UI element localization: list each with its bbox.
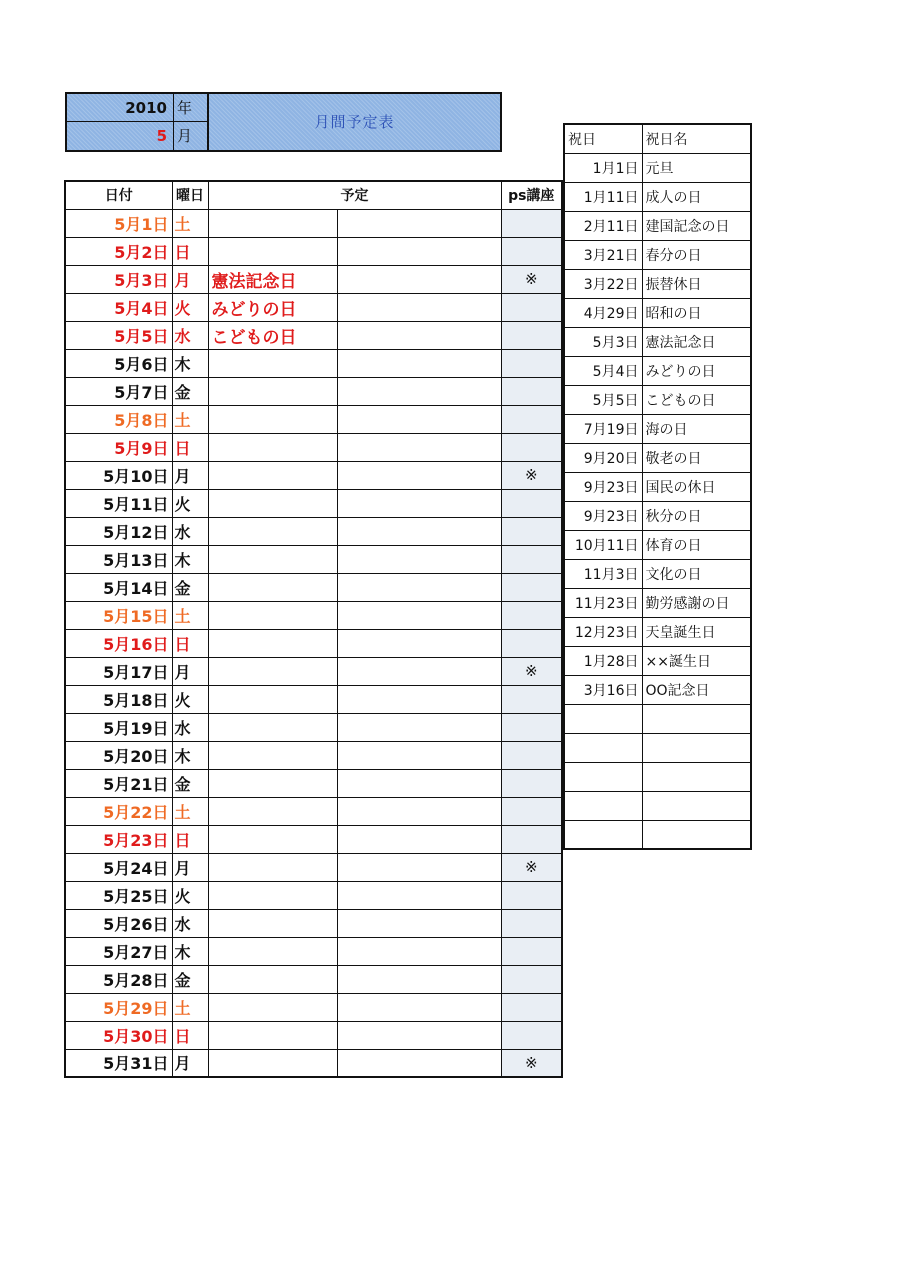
holiday-name[interactable] (642, 762, 751, 791)
row-ps-cell[interactable] (501, 741, 562, 769)
holiday-row (564, 182, 751, 211)
row-plan-cell[interactable] (208, 461, 337, 489)
row-plan-cell[interactable] (208, 349, 337, 377)
row-weekday: 日 (172, 1021, 208, 1049)
row-weekday: 火 (172, 881, 208, 909)
column-header-plan: 予定 (208, 181, 501, 209)
holiday-name[interactable]: 元旦 (642, 153, 751, 182)
holiday-column-date: 祝日 (564, 124, 642, 153)
row-date: 5月8日 (65, 405, 172, 433)
schedule-row (65, 853, 562, 881)
holiday-date[interactable]: 5月4日 (564, 356, 642, 385)
row-plan-cell[interactable] (208, 853, 337, 881)
row-plan-note-cell[interactable] (337, 909, 501, 937)
schedule-row (65, 349, 562, 377)
holiday-row (564, 791, 751, 820)
row-date: 5月1日 (65, 209, 172, 237)
row-plan-cell[interactable] (208, 601, 337, 629)
holiday-date[interactable]: 1月11日 (564, 182, 642, 211)
holiday-row (564, 501, 751, 530)
row-weekday: 木 (172, 349, 208, 377)
month-unit-label: 月 (174, 122, 209, 150)
column-header-ps: ps講座 (501, 181, 562, 209)
row-date: 5月29日 (65, 993, 172, 1021)
row-ps-cell[interactable] (501, 293, 562, 321)
row-date: 5月14日 (65, 573, 172, 601)
row-plan-note-cell[interactable] (337, 321, 501, 349)
holiday-row (564, 704, 751, 733)
row-plan-note-cell[interactable] (337, 685, 501, 713)
row-weekday: 月 (172, 461, 208, 489)
column-header-weekday: 曜日 (172, 181, 208, 209)
holiday-row (564, 472, 751, 501)
row-ps-cell[interactable] (501, 909, 562, 937)
holiday-name[interactable]: 天皇誕生日 (642, 617, 751, 646)
row-plan-note-cell[interactable] (337, 517, 501, 545)
holiday-date[interactable]: 11月23日 (564, 588, 642, 617)
holiday-header-row (564, 124, 751, 153)
holiday-date[interactable]: 1月28日 (564, 646, 642, 675)
schedule-row (65, 797, 562, 825)
holiday-date[interactable]: 4月29日 (564, 298, 642, 327)
row-ps-cell[interactable]: ※ (501, 461, 562, 489)
row-date: 5月2日 (65, 237, 172, 265)
row-date: 5月27日 (65, 937, 172, 965)
row-weekday: 月 (172, 853, 208, 881)
row-plan-note-cell[interactable] (337, 1021, 501, 1049)
holiday-date[interactable]: 3月21日 (564, 240, 642, 269)
holiday-name[interactable]: 春分の日 (642, 240, 751, 269)
row-weekday: 土 (172, 405, 208, 433)
row-plan-cell[interactable] (208, 881, 337, 909)
schedule-row (65, 629, 562, 657)
row-date: 5月18日 (65, 685, 172, 713)
row-plan-cell[interactable] (208, 797, 337, 825)
row-plan-note-cell[interactable] (337, 825, 501, 853)
row-weekday: 水 (172, 517, 208, 545)
row-weekday: 土 (172, 797, 208, 825)
holiday-name[interactable]: 昭和の日 (642, 298, 751, 327)
schedule-row (65, 769, 562, 797)
holiday-name[interactable]: みどりの日 (642, 356, 751, 385)
row-plan-note-cell[interactable] (337, 349, 501, 377)
row-weekday: 金 (172, 573, 208, 601)
row-date: 5月28日 (65, 965, 172, 993)
holiday-name[interactable] (642, 791, 751, 820)
row-plan-cell[interactable] (208, 937, 337, 965)
row-plan-note-cell[interactable] (337, 601, 501, 629)
row-date: 5月11日 (65, 489, 172, 517)
schedule-row (65, 405, 562, 433)
holiday-name[interactable]: 建国記念の日 (642, 211, 751, 240)
schedule-row (65, 993, 562, 1021)
schedule-row (65, 377, 562, 405)
row-plan-note-cell[interactable] (337, 769, 501, 797)
row-date: 5月23日 (65, 825, 172, 853)
row-ps-cell[interactable] (501, 993, 562, 1021)
holiday-table (563, 123, 752, 850)
row-plan-cell[interactable] (208, 1021, 337, 1049)
row-weekday: 月 (172, 657, 208, 685)
row-ps-cell[interactable] (501, 545, 562, 573)
row-weekday: 日 (172, 825, 208, 853)
row-ps-cell[interactable] (501, 237, 562, 265)
row-ps-cell[interactable] (501, 601, 562, 629)
row-weekday: 金 (172, 965, 208, 993)
holiday-date[interactable]: 10月11日 (564, 530, 642, 559)
row-date: 5月15日 (65, 601, 172, 629)
schedule-row (65, 657, 562, 685)
row-weekday: 月 (172, 1049, 208, 1077)
holiday-date[interactable]: 9月23日 (564, 472, 642, 501)
row-date: 5月6日 (65, 349, 172, 377)
schedule-header-row (65, 181, 562, 209)
row-ps-cell[interactable] (501, 685, 562, 713)
holiday-row (564, 733, 751, 762)
holiday-name[interactable]: 成人の日 (642, 182, 751, 211)
row-ps-cell[interactable] (501, 769, 562, 797)
holiday-row (564, 240, 751, 269)
schedule-header (65, 92, 502, 152)
row-weekday: 日 (172, 237, 208, 265)
row-ps-cell[interactable] (501, 517, 562, 545)
row-ps-cell[interactable] (501, 1021, 562, 1049)
row-plan-note-cell[interactable] (337, 881, 501, 909)
row-plan-cell[interactable] (208, 741, 337, 769)
row-weekday: 木 (172, 937, 208, 965)
schedule-row (65, 741, 562, 769)
row-ps-cell[interactable] (501, 321, 562, 349)
row-weekday: 火 (172, 293, 208, 321)
holiday-name[interactable] (642, 704, 751, 733)
row-plan-note-cell[interactable] (337, 657, 501, 685)
schedule-row (65, 1049, 562, 1077)
row-plan-cell[interactable] (208, 825, 337, 853)
row-plan-cell[interactable] (208, 909, 337, 937)
row-weekday: 土 (172, 993, 208, 1021)
row-plan-note-cell[interactable] (337, 265, 501, 293)
holiday-row (564, 588, 751, 617)
schedule-row (65, 265, 562, 293)
holiday-row (564, 327, 751, 356)
row-plan-cell[interactable] (208, 489, 337, 517)
row-plan-cell[interactable]: 憲法記念日 (208, 265, 337, 293)
row-plan-note-cell[interactable] (337, 853, 501, 881)
holiday-date[interactable]: 1月1日 (564, 153, 642, 182)
row-ps-cell[interactable] (501, 937, 562, 965)
holiday-row (564, 646, 751, 675)
row-plan-note-cell[interactable] (337, 293, 501, 321)
schedule-row (65, 881, 562, 909)
holiday-row (564, 356, 751, 385)
row-date: 5月19日 (65, 713, 172, 741)
row-plan-cell[interactable] (208, 573, 337, 601)
holiday-date[interactable] (564, 820, 642, 849)
row-date: 5月4日 (65, 293, 172, 321)
year-unit-label: 年 (174, 94, 209, 122)
row-weekday: 土 (172, 209, 208, 237)
row-date: 5月22日 (65, 797, 172, 825)
schedule-row (65, 825, 562, 853)
row-ps-cell[interactable]: ※ (501, 853, 562, 881)
holiday-date[interactable]: 5月5日 (564, 385, 642, 414)
row-weekday: 水 (172, 321, 208, 349)
schedule-row (65, 685, 562, 713)
holiday-row (564, 298, 751, 327)
schedule-row (65, 573, 562, 601)
row-date: 5月31日 (65, 1049, 172, 1077)
row-plan-cell[interactable] (208, 629, 337, 657)
holiday-date[interactable]: 12月23日 (564, 617, 642, 646)
holiday-name[interactable]: 国民の休日 (642, 472, 751, 501)
holiday-date[interactable] (564, 762, 642, 791)
holiday-name[interactable]: OO記念日 (642, 675, 751, 704)
row-ps-cell[interactable] (501, 881, 562, 909)
row-plan-cell[interactable] (208, 657, 337, 685)
row-ps-cell[interactable] (501, 573, 562, 601)
row-plan-cell[interactable] (208, 433, 337, 461)
holiday-row (564, 153, 751, 182)
row-date: 5月16日 (65, 629, 172, 657)
row-ps-cell[interactable] (501, 377, 562, 405)
holiday-date[interactable]: 9月20日 (564, 443, 642, 472)
holiday-name[interactable]: 振替休日 (642, 269, 751, 298)
holiday-column-name: 祝日名 (642, 124, 751, 153)
row-weekday: 火 (172, 489, 208, 517)
holiday-row (564, 269, 751, 298)
schedule-row (65, 909, 562, 937)
schedule-row (65, 489, 562, 517)
holiday-row (564, 675, 751, 704)
row-plan-cell[interactable] (208, 377, 337, 405)
holiday-date[interactable] (564, 791, 642, 820)
row-date: 5月20日 (65, 741, 172, 769)
schedule-row (65, 237, 562, 265)
holiday-row (564, 385, 751, 414)
row-weekday: 水 (172, 713, 208, 741)
schedule-row (65, 1021, 562, 1049)
row-plan-note-cell[interactable] (337, 573, 501, 601)
row-plan-cell[interactable] (208, 965, 337, 993)
row-date: 5月3日 (65, 265, 172, 293)
holiday-date[interactable]: 2月11日 (564, 211, 642, 240)
row-ps-cell[interactable] (501, 433, 562, 461)
row-ps-cell[interactable] (501, 825, 562, 853)
holiday-date[interactable]: 9月23日 (564, 501, 642, 530)
row-date: 5月7日 (65, 377, 172, 405)
row-ps-cell[interactable] (501, 489, 562, 517)
holiday-name[interactable]: 勤労感謝の日 (642, 588, 751, 617)
row-date: 5月13日 (65, 545, 172, 573)
row-date: 5月26日 (65, 909, 172, 937)
column-header-date: 日付 (65, 181, 172, 209)
holiday-name[interactable]: 文化の日 (642, 559, 751, 588)
row-date: 5月21日 (65, 769, 172, 797)
schedule-row (65, 545, 562, 573)
row-date: 5月30日 (65, 1021, 172, 1049)
schedule-table (64, 180, 563, 1078)
month-value[interactable]: 5 (67, 122, 174, 150)
row-date: 5月12日 (65, 517, 172, 545)
year-value[interactable]: 2010 (67, 94, 174, 122)
holiday-name[interactable]: 海の日 (642, 414, 751, 443)
holiday-name[interactable]: 敬老の日 (642, 443, 751, 472)
row-weekday: 日 (172, 433, 208, 461)
row-ps-cell[interactable] (501, 209, 562, 237)
page-title: 月間予定表 (314, 113, 395, 131)
row-date: 5月25日 (65, 881, 172, 909)
row-plan-note-cell[interactable] (337, 377, 501, 405)
row-plan-note-cell[interactable] (337, 433, 501, 461)
row-ps-cell[interactable] (501, 629, 562, 657)
holiday-row (564, 443, 751, 472)
row-date: 5月24日 (65, 853, 172, 881)
row-plan-note-cell[interactable] (337, 629, 501, 657)
row-ps-cell[interactable] (501, 797, 562, 825)
schedule-row (65, 209, 562, 237)
holiday-row (564, 414, 751, 443)
holiday-name[interactable]: 体育の日 (642, 530, 751, 559)
row-plan-note-cell[interactable] (337, 993, 501, 1021)
schedule-row (65, 713, 562, 741)
row-weekday: 木 (172, 545, 208, 573)
row-ps-cell[interactable] (501, 965, 562, 993)
holiday-name[interactable]: 秋分の日 (642, 501, 751, 530)
holiday-name[interactable] (642, 820, 751, 849)
schedule-row (65, 461, 562, 489)
holiday-date[interactable] (564, 704, 642, 733)
holiday-date[interactable]: 11月3日 (564, 559, 642, 588)
row-plan-cell[interactable] (208, 517, 337, 545)
row-date: 5月17日 (65, 657, 172, 685)
holiday-date[interactable]: 3月16日 (564, 675, 642, 704)
row-plan-cell[interactable]: みどりの日 (208, 293, 337, 321)
row-ps-cell[interactable] (501, 405, 562, 433)
schedule-row (65, 293, 562, 321)
schedule-row (65, 601, 562, 629)
row-plan-note-cell[interactable] (337, 405, 501, 433)
row-plan-note-cell[interactable] (337, 545, 501, 573)
row-plan-note-cell[interactable] (337, 741, 501, 769)
row-plan-note-cell[interactable] (337, 965, 501, 993)
holiday-name[interactable]: ××誕生日 (642, 646, 751, 675)
row-plan-note-cell[interactable] (337, 209, 501, 237)
row-weekday: 土 (172, 601, 208, 629)
schedule-body (65, 209, 562, 1077)
row-date: 5月9日 (65, 433, 172, 461)
row-ps-cell[interactable]: ※ (501, 265, 562, 293)
row-plan-cell[interactable] (208, 685, 337, 713)
row-plan-cell[interactable] (208, 993, 337, 1021)
schedule-row (65, 517, 562, 545)
row-plan-cell[interactable] (208, 545, 337, 573)
row-ps-cell[interactable] (501, 349, 562, 377)
row-weekday: 火 (172, 685, 208, 713)
row-weekday: 金 (172, 377, 208, 405)
schedule-row (65, 321, 562, 349)
schedule-row (65, 965, 562, 993)
row-plan-cell[interactable] (208, 769, 337, 797)
row-plan-cell[interactable] (208, 209, 337, 237)
row-weekday: 木 (172, 741, 208, 769)
row-plan-note-cell[interactable] (337, 937, 501, 965)
row-plan-cell[interactable] (208, 713, 337, 741)
holiday-row (564, 559, 751, 588)
holiday-date[interactable]: 3月22日 (564, 269, 642, 298)
row-plan-note-cell[interactable] (337, 797, 501, 825)
holiday-name[interactable]: こどもの日 (642, 385, 751, 414)
holiday-row (564, 762, 751, 791)
holiday-row (564, 820, 751, 849)
row-plan-cell[interactable] (208, 405, 337, 433)
holiday-row (564, 617, 751, 646)
row-plan-cell[interactable] (208, 237, 337, 265)
holiday-date[interactable]: 7月19日 (564, 414, 642, 443)
schedule-row (65, 433, 562, 461)
holiday-date[interactable] (564, 733, 642, 762)
row-plan-cell[interactable]: こどもの日 (208, 321, 337, 349)
row-ps-cell[interactable]: ※ (501, 657, 562, 685)
holiday-body (564, 153, 751, 849)
holiday-row (564, 530, 751, 559)
holiday-row (564, 211, 751, 240)
holiday-date[interactable]: 5月3日 (564, 327, 642, 356)
row-plan-note-cell[interactable] (337, 489, 501, 517)
row-plan-note-cell[interactable] (337, 713, 501, 741)
row-weekday: 日 (172, 629, 208, 657)
row-ps-cell[interactable]: ※ (501, 1049, 562, 1077)
row-plan-cell[interactable] (208, 1049, 337, 1077)
row-date: 5月5日 (65, 321, 172, 349)
row-plan-note-cell[interactable] (337, 237, 501, 265)
row-weekday: 金 (172, 769, 208, 797)
row-date: 5月10日 (65, 461, 172, 489)
row-weekday: 月 (172, 265, 208, 293)
row-plan-note-cell[interactable] (337, 1049, 501, 1077)
row-ps-cell[interactable] (501, 713, 562, 741)
holiday-name[interactable]: 憲法記念日 (642, 327, 751, 356)
row-plan-note-cell[interactable] (337, 461, 501, 489)
holiday-name[interactable] (642, 733, 751, 762)
row-weekday: 水 (172, 909, 208, 937)
schedule-row (65, 937, 562, 965)
